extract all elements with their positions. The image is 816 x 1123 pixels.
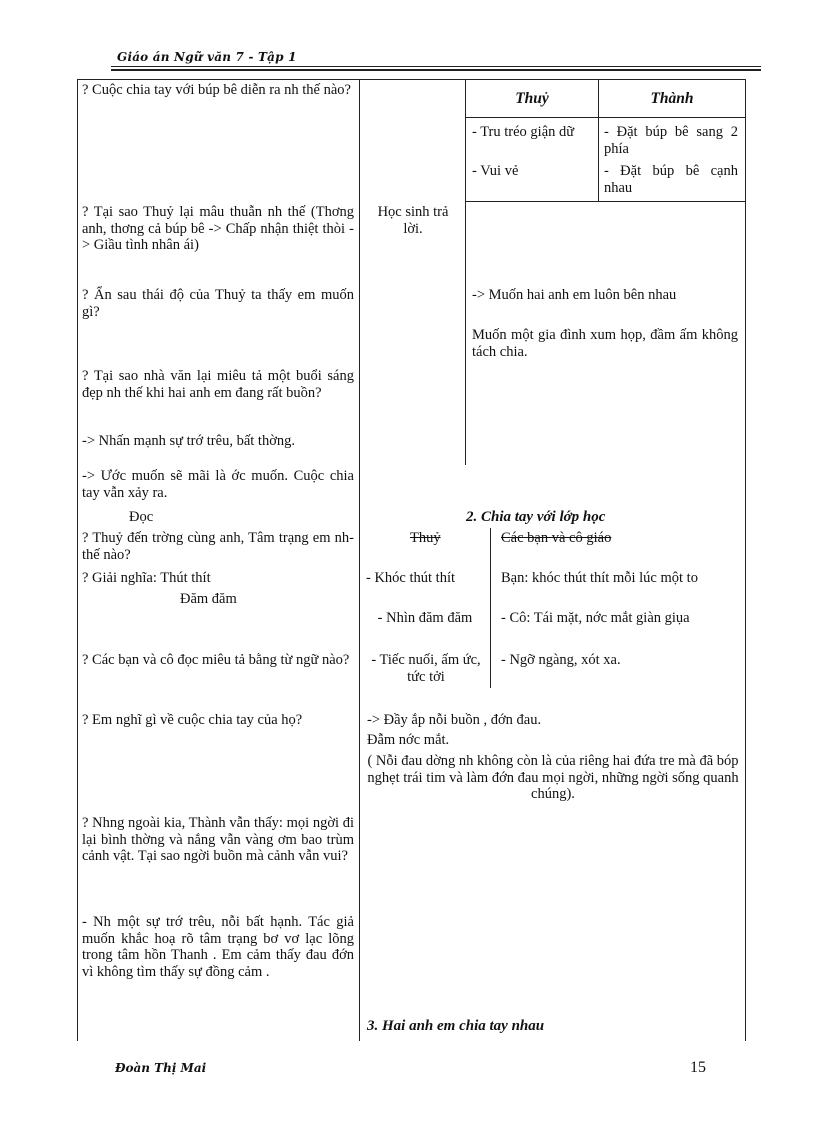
table1-thuy-2: - Vui vẻ <box>472 163 519 179</box>
table2-header-friends: Các bạn và cô giáo <box>501 530 612 546</box>
question-8: ? Em nghĩ gì về cuộc chia tay của họ? <box>82 712 303 728</box>
table2-header-thuy: Thuỷ <box>410 530 441 546</box>
feeling-3: ( Nỗi đau dờng nh không còn là của riêng hai đứa tre mà đã bóp nghẹt trái tim và làm đớn đau mọi ngời, những ngời sống quanh chúng). <box>367 753 739 802</box>
right-border <box>745 79 746 1041</box>
question-5: ? Thuỷ đến trờng cùng anh, Tâm trạng em nh thế nào? <box>82 530 354 563</box>
footer-author: Đoàn Thị Mai <box>115 1061 207 1075</box>
middle-regret: - Tiếc nuối, ấm ức, tức tởi <box>371 652 481 685</box>
table1-left-line <box>465 79 466 465</box>
question-6b: Đăm đăm <box>180 591 237 607</box>
answer-4b: -> Ước muốn sẽ mãi là ớc muốn. Cuộc chia tay vẫn xảy ra. <box>82 468 354 501</box>
read-label: Đọc <box>129 509 154 525</box>
left-border <box>77 79 78 1041</box>
middle-cry: - Khóc thút thít <box>366 570 456 586</box>
table2-mid-line <box>490 528 491 688</box>
section-2-title: 2. Chia tay với lớp học <box>466 509 606 525</box>
section-3-title: 3. Hai anh em chia tay nhau <box>367 1018 545 1034</box>
table1-bottom-line <box>465 201 745 202</box>
table1-header-thuy: Thuỷ <box>515 90 549 107</box>
student-answer: Học sinh trả lời. <box>377 204 449 237</box>
question-6a: ? Giải nghĩa: Thút thít <box>82 570 211 586</box>
answer-4a: -> Nhấn mạnh sự trớ trêu, bất thờng. <box>82 433 295 449</box>
middle-stare: - Nhìn đăm đăm <box>377 610 473 626</box>
table1-thanh-2: - Đặt búp bê cạnh nhau <box>604 163 738 196</box>
table1-thanh-1: - Đặt búp bê sang 2 phía <box>604 124 738 157</box>
table2-row-3: - Ngỡ ngàng, xót xa. <box>501 652 621 668</box>
table1-thuy-1: - Tru tréo giận dữ <box>472 124 575 140</box>
answer-9: - Nh một sự trớ trêu, nỗi bất hạnh. Tác giả muốn khắc hoạ rõ tâm trạng bơ vơ lạc lõng trong tâm hồn Thanh . Em cảm thấy đau đớn vì không tìm thấy sự đồng cảm . <box>82 914 354 980</box>
feeling-1: -> Đầy ắp nỗi buồn , đớn đau. <box>367 712 542 728</box>
header-title: Giáo án Ngữ văn 7 - Tập 1 <box>117 50 297 64</box>
question-7: ? Các bạn và cô đọc miêu tả bằng từ ngữ nào? <box>82 652 350 668</box>
wish-2: Muốn một gia đình xum họp, đầm ấm không tách chia. <box>472 327 738 360</box>
table1-header-line <box>465 117 745 118</box>
question-9: ? Nhng ngoài kia, Thành vẫn thấy: mọi ngời đi lại bình thờng và nắng vẫn vàng ơm bao trùm cảnh vật. Tại sao ngời buồn mà cảnh vẫn vui? <box>82 815 354 864</box>
feeling-2: Đẫm nớc mắt. <box>367 732 450 748</box>
table2-row-2: - Cô: Tái mặt, nớc mắt giàn giụa <box>501 610 690 626</box>
question-3: ? Ẩn sau thái độ của Thuỷ ta thấy em muốn gì? <box>82 287 354 320</box>
table-top-border <box>77 79 745 80</box>
page-number: 15 <box>690 1059 706 1076</box>
table2-row-1: Bạn: khóc thút thít mỗi lúc một to <box>501 570 698 586</box>
column-divider-1 <box>359 79 360 1041</box>
wish-1: -> Muốn hai anh em luôn bên nhau <box>472 287 677 303</box>
question-1: ? Cuộc chia tay với búp bê diễn ra nh thế nào? <box>82 82 351 98</box>
table1-header-thanh: Thành <box>650 90 694 107</box>
header-rule-bottom <box>111 69 761 71</box>
question-4: ? Tại sao nhà văn lại miêu tả một buổi sáng đẹp nh thế khi hai anh em đang rất buồn? <box>82 368 354 401</box>
header-rule-top <box>111 66 761 67</box>
question-2: ? Tại sao Thuỷ lại mâu thuẫn nh thế (Thơng anh, thơng cả búp bê -> Chấp nhận thiệt thòi -> Giầu tình nhân ái) <box>82 204 354 253</box>
